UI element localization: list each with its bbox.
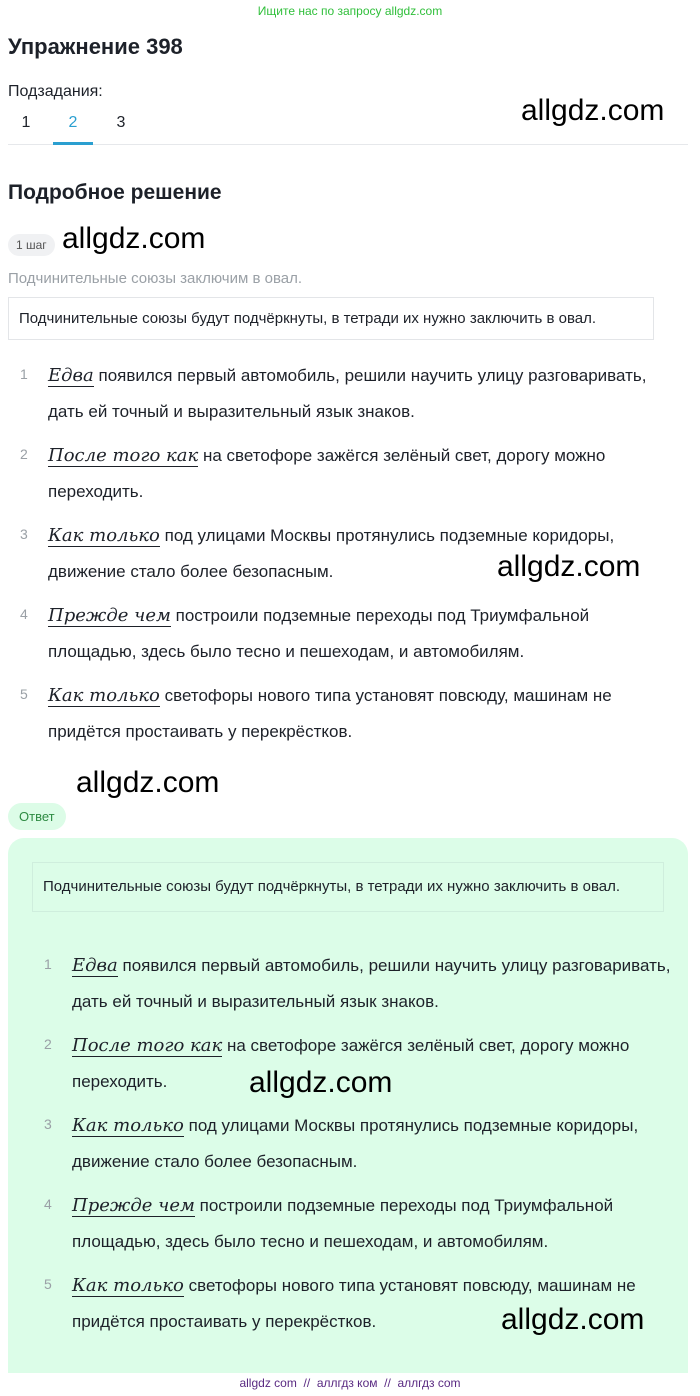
sentence-rest: построили подземные переходы под Триумфальной площадью, здесь было тесно и пешеходам, и автомобилям. xyxy=(72,1196,614,1251)
conjunction: Как только xyxy=(72,1275,184,1296)
item-text xyxy=(48,678,670,750)
list-item xyxy=(20,598,670,670)
conjunction: Прежде чем xyxy=(72,1195,195,1216)
footer-text: allgdz com // аллгдз ком // аллгдз com xyxy=(239,1376,461,1390)
watermark: allgdz.com xyxy=(249,1066,393,1099)
answer-box xyxy=(8,838,688,1373)
conjunction: Едва xyxy=(72,955,118,976)
list-item xyxy=(44,1108,674,1180)
watermark: allgdz.com xyxy=(521,94,665,127)
conjunction: Прежде чем xyxy=(48,605,171,626)
item-number: 3 xyxy=(20,526,28,542)
watermark: allgdz.com xyxy=(501,1303,645,1336)
sentence-rest: светофоры нового типа установят повсюду, машинам не придётся простаивать у перекрёстков. xyxy=(72,1276,636,1331)
sentence-rest: появился первый автомобиль, решили научить улицу разговаривать, дать ей точный и выразительный язык знаков. xyxy=(72,956,671,1011)
sentence-rest: светофоры нового типа установят повсюду, машинам не придётся простаивать у перекрёстков. xyxy=(48,686,612,741)
list-item xyxy=(20,438,670,510)
item-number: 3 xyxy=(44,1116,52,1132)
watermark: allgdz.com xyxy=(497,550,641,583)
item-number: 2 xyxy=(44,1036,52,1052)
sentence-rest: на светофоре зажёгся зелёный свет, дорогу можно переходить. xyxy=(72,1036,630,1091)
item-text xyxy=(72,1188,674,1260)
subtasks-label: Подзадания: xyxy=(8,83,103,100)
item-number: 4 xyxy=(44,1196,52,1212)
conjunction: Как только xyxy=(72,1115,184,1136)
step-badge: 1 шаг xyxy=(8,234,55,256)
sentence-rest: под улицами Москвы протянулись подземные коридоры, движение стало более безопасным. xyxy=(72,1116,639,1171)
item-number: 5 xyxy=(20,686,28,702)
conjunction: Как только xyxy=(48,525,160,546)
answer-note-box: Подчинительные союзы будут подчёркнуты, в тетради их нужно заключить в овал. xyxy=(32,862,664,912)
note-box: Подчинительные союзы будут подчёркнуты, в тетради их нужно заключить в овал. xyxy=(8,297,654,340)
tab-1[interactable]: 1 xyxy=(21,114,31,131)
step-hint: Подчинительные союзы заключим в овал. xyxy=(8,270,303,287)
tab-3[interactable]: 3 xyxy=(116,114,126,131)
list-item xyxy=(20,678,670,750)
sentence-rest: построили подземные переходы под Триумфальной площадью, здесь было тесно и пешеходам, и автомобилям. xyxy=(48,606,590,661)
item-number: 5 xyxy=(44,1276,52,1292)
item-number: 1 xyxy=(20,366,28,382)
item-number: 2 xyxy=(20,446,28,462)
list-item xyxy=(44,948,674,1020)
watermark: allgdz.com xyxy=(76,766,220,799)
answer-list xyxy=(44,948,674,1348)
tab-2[interactable]: 2 xyxy=(53,114,93,145)
sentence-rest: под улицами Москвы протянулись подземные коридоры, движение стало более безопасным. xyxy=(48,526,615,581)
watermark: allgdz.com xyxy=(62,222,206,255)
item-text xyxy=(48,598,670,670)
page-title: Упражнение 398 xyxy=(8,34,183,59)
conjunction: После того как xyxy=(72,1035,223,1056)
conjunction: Едва xyxy=(48,365,94,386)
sentence-rest: на светофоре зажёгся зелёный свет, дорогу можно переходить. xyxy=(48,446,606,501)
solution-heading: Подробное решение xyxy=(8,181,222,204)
answer-badge: Ответ xyxy=(8,803,66,830)
item-text xyxy=(72,1108,674,1180)
list-item xyxy=(44,1188,674,1260)
item-text xyxy=(48,358,670,430)
list-item xyxy=(20,358,670,430)
conjunction: После того как xyxy=(48,445,199,466)
item-number: 1 xyxy=(44,956,52,972)
item-text xyxy=(72,948,674,1020)
conjunction: Как только xyxy=(48,685,160,706)
top-banner: Ищите нас по запросу allgdz.com xyxy=(257,4,443,18)
item-text xyxy=(48,438,670,510)
item-number: 4 xyxy=(20,606,28,622)
sentence-rest: появился первый автомобиль, решили научить улицу разговаривать, дать ей точный и выразительный язык знаков. xyxy=(48,366,647,421)
